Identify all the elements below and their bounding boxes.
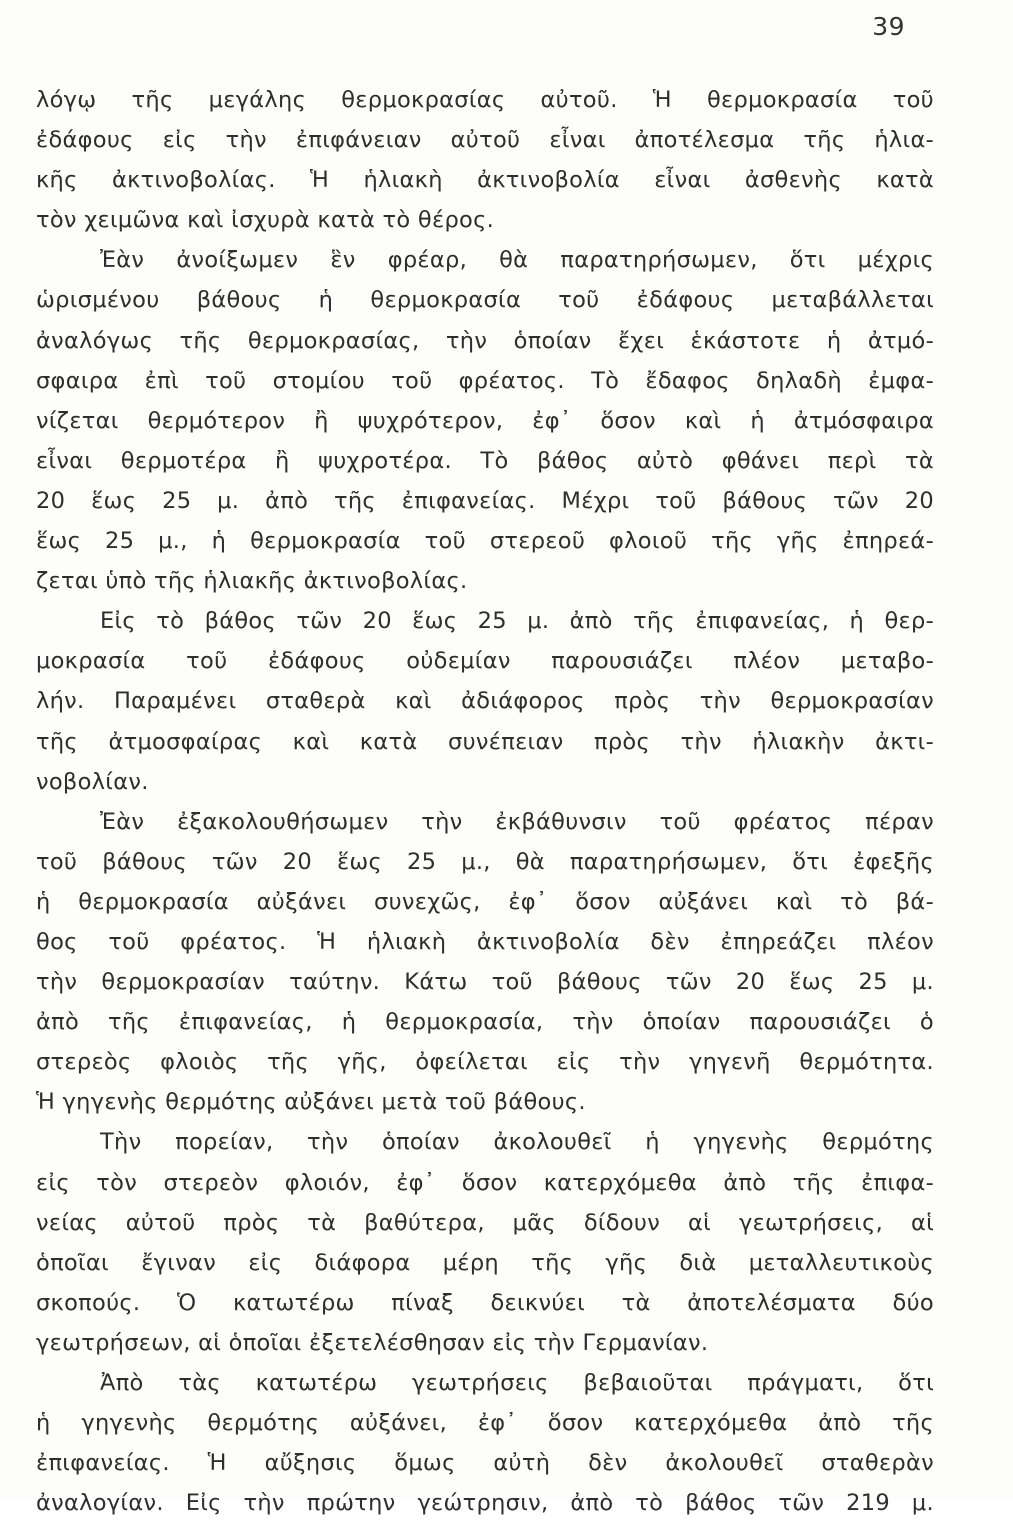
text-line: Ἐὰν ἀνοίξωμεν ἓν φρέαρ, θὰ παρατηρήσωμεν, ὅτι μέχρις	[100, 247, 934, 274]
text-line: μοκρασία τοῦ ἐδάφους οὐδεμίαν παρουσιάζει πλέον μεταβο-	[36, 648, 934, 675]
text-line: ἀπὸ τῆς ἐπιφανείας, ἡ θερμοκρασία, τὴν ὁποίαν παρουσιάζει ὁ	[36, 1009, 934, 1036]
text-line: νίζεται θερμότερον ἢ ψυχρότερον, ἐφ᾽ ὅσον καὶ ἡ ἀτμόσφαιρα	[36, 407, 934, 434]
text-line: σκοπούς. Ὁ κατωτέρω πίναξ δεικνύει τὰ ἀποτελέσματα δύο	[36, 1289, 934, 1316]
text-line: εἶναι θερμοτέρα ἢ ψυχροτέρα. Τὸ βάθος αὐτὸ φθάνει περὶ τὰ	[36, 447, 934, 474]
body-text	[36, 80, 934, 1523]
text-line: τοῦ βάθους τῶν 20 ἕως 25 μ., θὰ παρατηρήσωμεν, ὅτι ἐφεξῆς	[36, 848, 934, 875]
text-line: ἡ γηγενὴς θερμότης αὐξάνει, ἐφ᾽ ὅσον κατερχόμεθα ἀπὸ τῆς	[36, 1410, 934, 1437]
text-line: γεωτρήσεων, αἱ ὁποῖαι ἐξετελέσθησαν εἰς τὴν Γερμανίαν.	[36, 1329, 709, 1356]
text-line: εἰς τὸν στερεὸν φλοιόν, ἐφ᾽ ὅσον κατερχόμεθα ἀπὸ τῆς ἐπιφα-	[36, 1169, 934, 1196]
text-line: ἀναλογίαν. Εἰς τὴν πρώτην γεώτρησιν, ἀπὸ τὸ βάθος τῶν 219 μ.	[36, 1490, 934, 1517]
text-line: ἀναλόγως τῆς θερμοκρασίας, τὴν ὁποίαν ἔχει ἑκάστοτε ἡ ἀτμό-	[36, 327, 934, 354]
text-line: στερεὸς φλοιὸς τῆς γῆς, ὀφείλεται εἰς τὴν γηγενῆ θερμότητα.	[36, 1049, 934, 1076]
text-line: τὸν χειμῶνα καὶ ἰσχυρὰ κατὰ τὸ θέρος.	[36, 207, 495, 234]
text-line: νοβολίαν.	[36, 768, 149, 795]
text-line: Ἡ γηγενὴς θερμότης αὐξάνει μετὰ τοῦ βάθους.	[36, 1089, 586, 1116]
text-line: τὴν θερμοκρασίαν ταύτην. Κάτω τοῦ βάθους τῶν 20 ἕως 25 μ.	[36, 969, 934, 996]
text-line: ἡ θερμοκρασία αὐξάνει συνεχῶς, ἐφ᾽ ὅσον αὐξάνει καὶ τὸ βά-	[36, 888, 934, 915]
page-number: 39	[872, 12, 905, 41]
text-line: Τὴν πορείαν, τὴν ὁποίαν ἀκολουθεῖ ἡ γηγενὴς θερμότης	[100, 1129, 934, 1156]
text-line: ἐδάφους εἰς τὴν ἐπιφάνειαν αὐτοῦ εἶναι ἀποτέλεσμα τῆς ἡλια-	[36, 127, 934, 154]
text-line: σφαιρα ἐπὶ τοῦ στομίου τοῦ φρέατος. Τὸ ἔδαφος δηλαδὴ ἐμφα-	[36, 367, 934, 394]
text-line: τῆς ἀτμοσφαίρας καὶ κατὰ συνέπειαν πρὸς τὴν ἡλιακὴν ἀκτι-	[36, 728, 934, 755]
text-line: Ἀπὸ τὰς κατωτέρω γεωτρήσεις βεβαιοῦται πράγματι, ὅτι	[100, 1370, 934, 1396]
text-line: Ἐὰν ἐξακολουθήσωμεν τὴν ἐκβάθυνσιν τοῦ φρέατος πέραν	[100, 808, 934, 835]
text-line: κῆς ἀκτινοβολίας. Ἡ ἡλιακὴ ἀκτινοβολία εἶναι ἀσθενὴς κατὰ	[36, 167, 934, 194]
text-line: ἐπιφανείας. Ἡ αὔξησις ὅμως αὐτὴ δὲν ἀκολουθεῖ σταθερὰν	[36, 1450, 934, 1477]
text-line: θος τοῦ φρέατος. Ἡ ἡλιακὴ ἀκτινοβολία δὲν ἐπηρεάζει πλέον	[36, 928, 934, 955]
text-line: 20 ἕως 25 μ. ἀπὸ τῆς ἐπιφανείας. Μέχρι τοῦ βάθους τῶν 20	[36, 487, 934, 514]
text-line: ὁποῖαι ἔγιναν εἰς διάφορα μέρη τῆς γῆς διὰ μεταλλευτικοὺς	[36, 1249, 934, 1276]
text-line: ἕως 25 μ., ἡ θερμοκρασία τοῦ στερεοῦ φλοιοῦ τῆς γῆς ἐπηρεά-	[36, 528, 934, 555]
text-line: λόγῳ τῆς μεγάλης θερμοκρασίας αὐτοῦ. Ἡ θερμοκρασία τοῦ	[36, 87, 934, 113]
text-line: λήν. Παραμένει σταθερὰ καὶ ἀδιάφορος πρὸς τὴν θερμοκρασίαν	[36, 688, 934, 715]
text-line: Εἰς τὸ βάθος τῶν 20 ἕως 25 μ. ἀπὸ τῆς ἐπιφανείας, ἡ θερ-	[100, 608, 934, 635]
text-line: ζεται ὑπὸ τῆς ἡλιακῆς ἀκτινοβολίας.	[36, 568, 468, 595]
text-line: νείας αὐτοῦ πρὸς τὰ βαθύτερα, μᾶς δίδουν αἱ γεωτρήσεις, αἱ	[36, 1209, 934, 1236]
text-line: ὡρισμένου βάθους ἡ θερμοκρασία τοῦ ἐδάφους μεταβάλλεται	[36, 287, 934, 314]
